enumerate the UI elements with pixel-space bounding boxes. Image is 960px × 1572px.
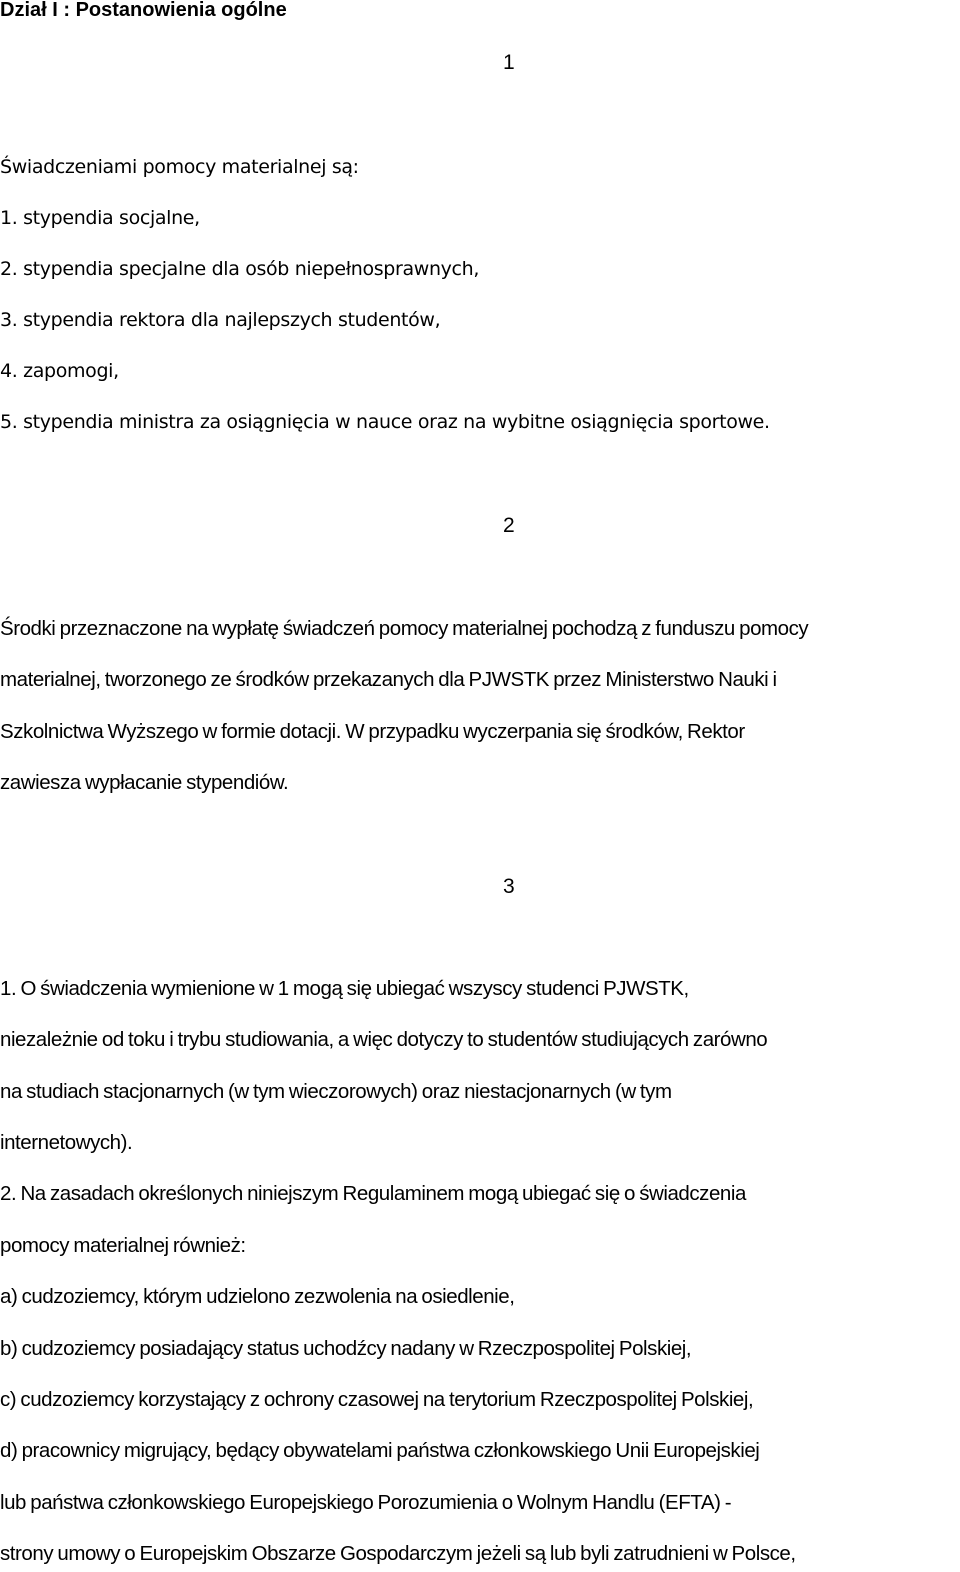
section-3-line-7: a) cudzoziemcy, którym udzielono zezwolenia na osiedlenie, <box>0 1285 515 1308</box>
section-3-line-10: d) pracownicy migrujący, będący obywatelami państwa członkowskiego Unii Europejskiej <box>0 1439 760 1462</box>
section-3-line-6: pomocy materialnej również: <box>0 1234 246 1257</box>
section-1-mark: 1 <box>503 51 515 74</box>
section-1-line-4: 3. stypendia rektora dla najlepszych studentów, <box>0 309 441 331</box>
section-3-line-1: 1. O świadczenia wymienione w 1 mogą się ubiegać wszyscy studenci PJWSTK, <box>0 977 689 1000</box>
section-2-line-4: zawiesza wypłacanie stypendiów. <box>0 771 289 794</box>
section-3-mark: 3 <box>503 875 515 898</box>
section-1-line-6: 5. stypendia ministra za osiągnięcia w nauce oraz na wybitne osiągnięcia sportowe. <box>0 411 770 433</box>
section-3-line-2: niezależnie od toku i trybu studiowania, a więc dotyczy to studentów studiujących zarówno <box>0 1028 768 1051</box>
section-1-line-3: 2. stypendia specjalne dla osób niepełnosprawnych, <box>0 258 480 280</box>
section-2-mark: 2 <box>503 514 515 537</box>
section-1-line-1: Świadczeniami pomocy materialnej są: <box>0 156 359 178</box>
section-3-line-9: c) cudzoziemcy korzystający z ochrony czasowej na terytorium Rzeczpospolitej Polskiej, <box>0 1388 754 1411</box>
section-1-line-2: 1. stypendia socjalne, <box>0 207 200 229</box>
document-heading: Dział I : Postanowienia ogólne <box>0 0 287 21</box>
section-3-line-5: 2. Na zasadach określonych niniejszym Regulaminem mogą ubiegać się o świadczenia <box>0 1182 746 1205</box>
section-3-line-8: b) cudzoziemcy posiadający status uchodźcy nadany w Rzeczpospolitej Polskiej, <box>0 1337 692 1360</box>
section-3-line-12: strony umowy o Europejskim Obszarze Gospodarczym jeżeli są lub byli zatrudnieni w Polsce, <box>0 1542 796 1565</box>
section-2-line-1: Środki przeznaczone na wypłatę świadczeń pomocy materialnej pochodzą z funduszu pomocy <box>0 617 809 640</box>
section-3-line-11: lub państwa członkowskiego Europejskiego Porozumienia o Wolnym Handlu (EFTA) - <box>0 1491 732 1514</box>
section-1-line-5: 4. zapomogi, <box>0 360 119 382</box>
section-2-line-3: Szkolnictwa Wyższego w formie dotacji. W przypadku wyczerpania się środków, Rektor <box>0 720 745 743</box>
section-2-line-2: materialnej, tworzonego ze środków przekazanych dla PJWSTK przez Ministerstwo Nauki i <box>0 668 777 691</box>
section-3-line-3: na studiach stacjonarnych (w tym wieczorowych) oraz niestacjonarnych (w tym <box>0 1080 672 1103</box>
section-3-line-4: internetowych). <box>0 1131 133 1154</box>
